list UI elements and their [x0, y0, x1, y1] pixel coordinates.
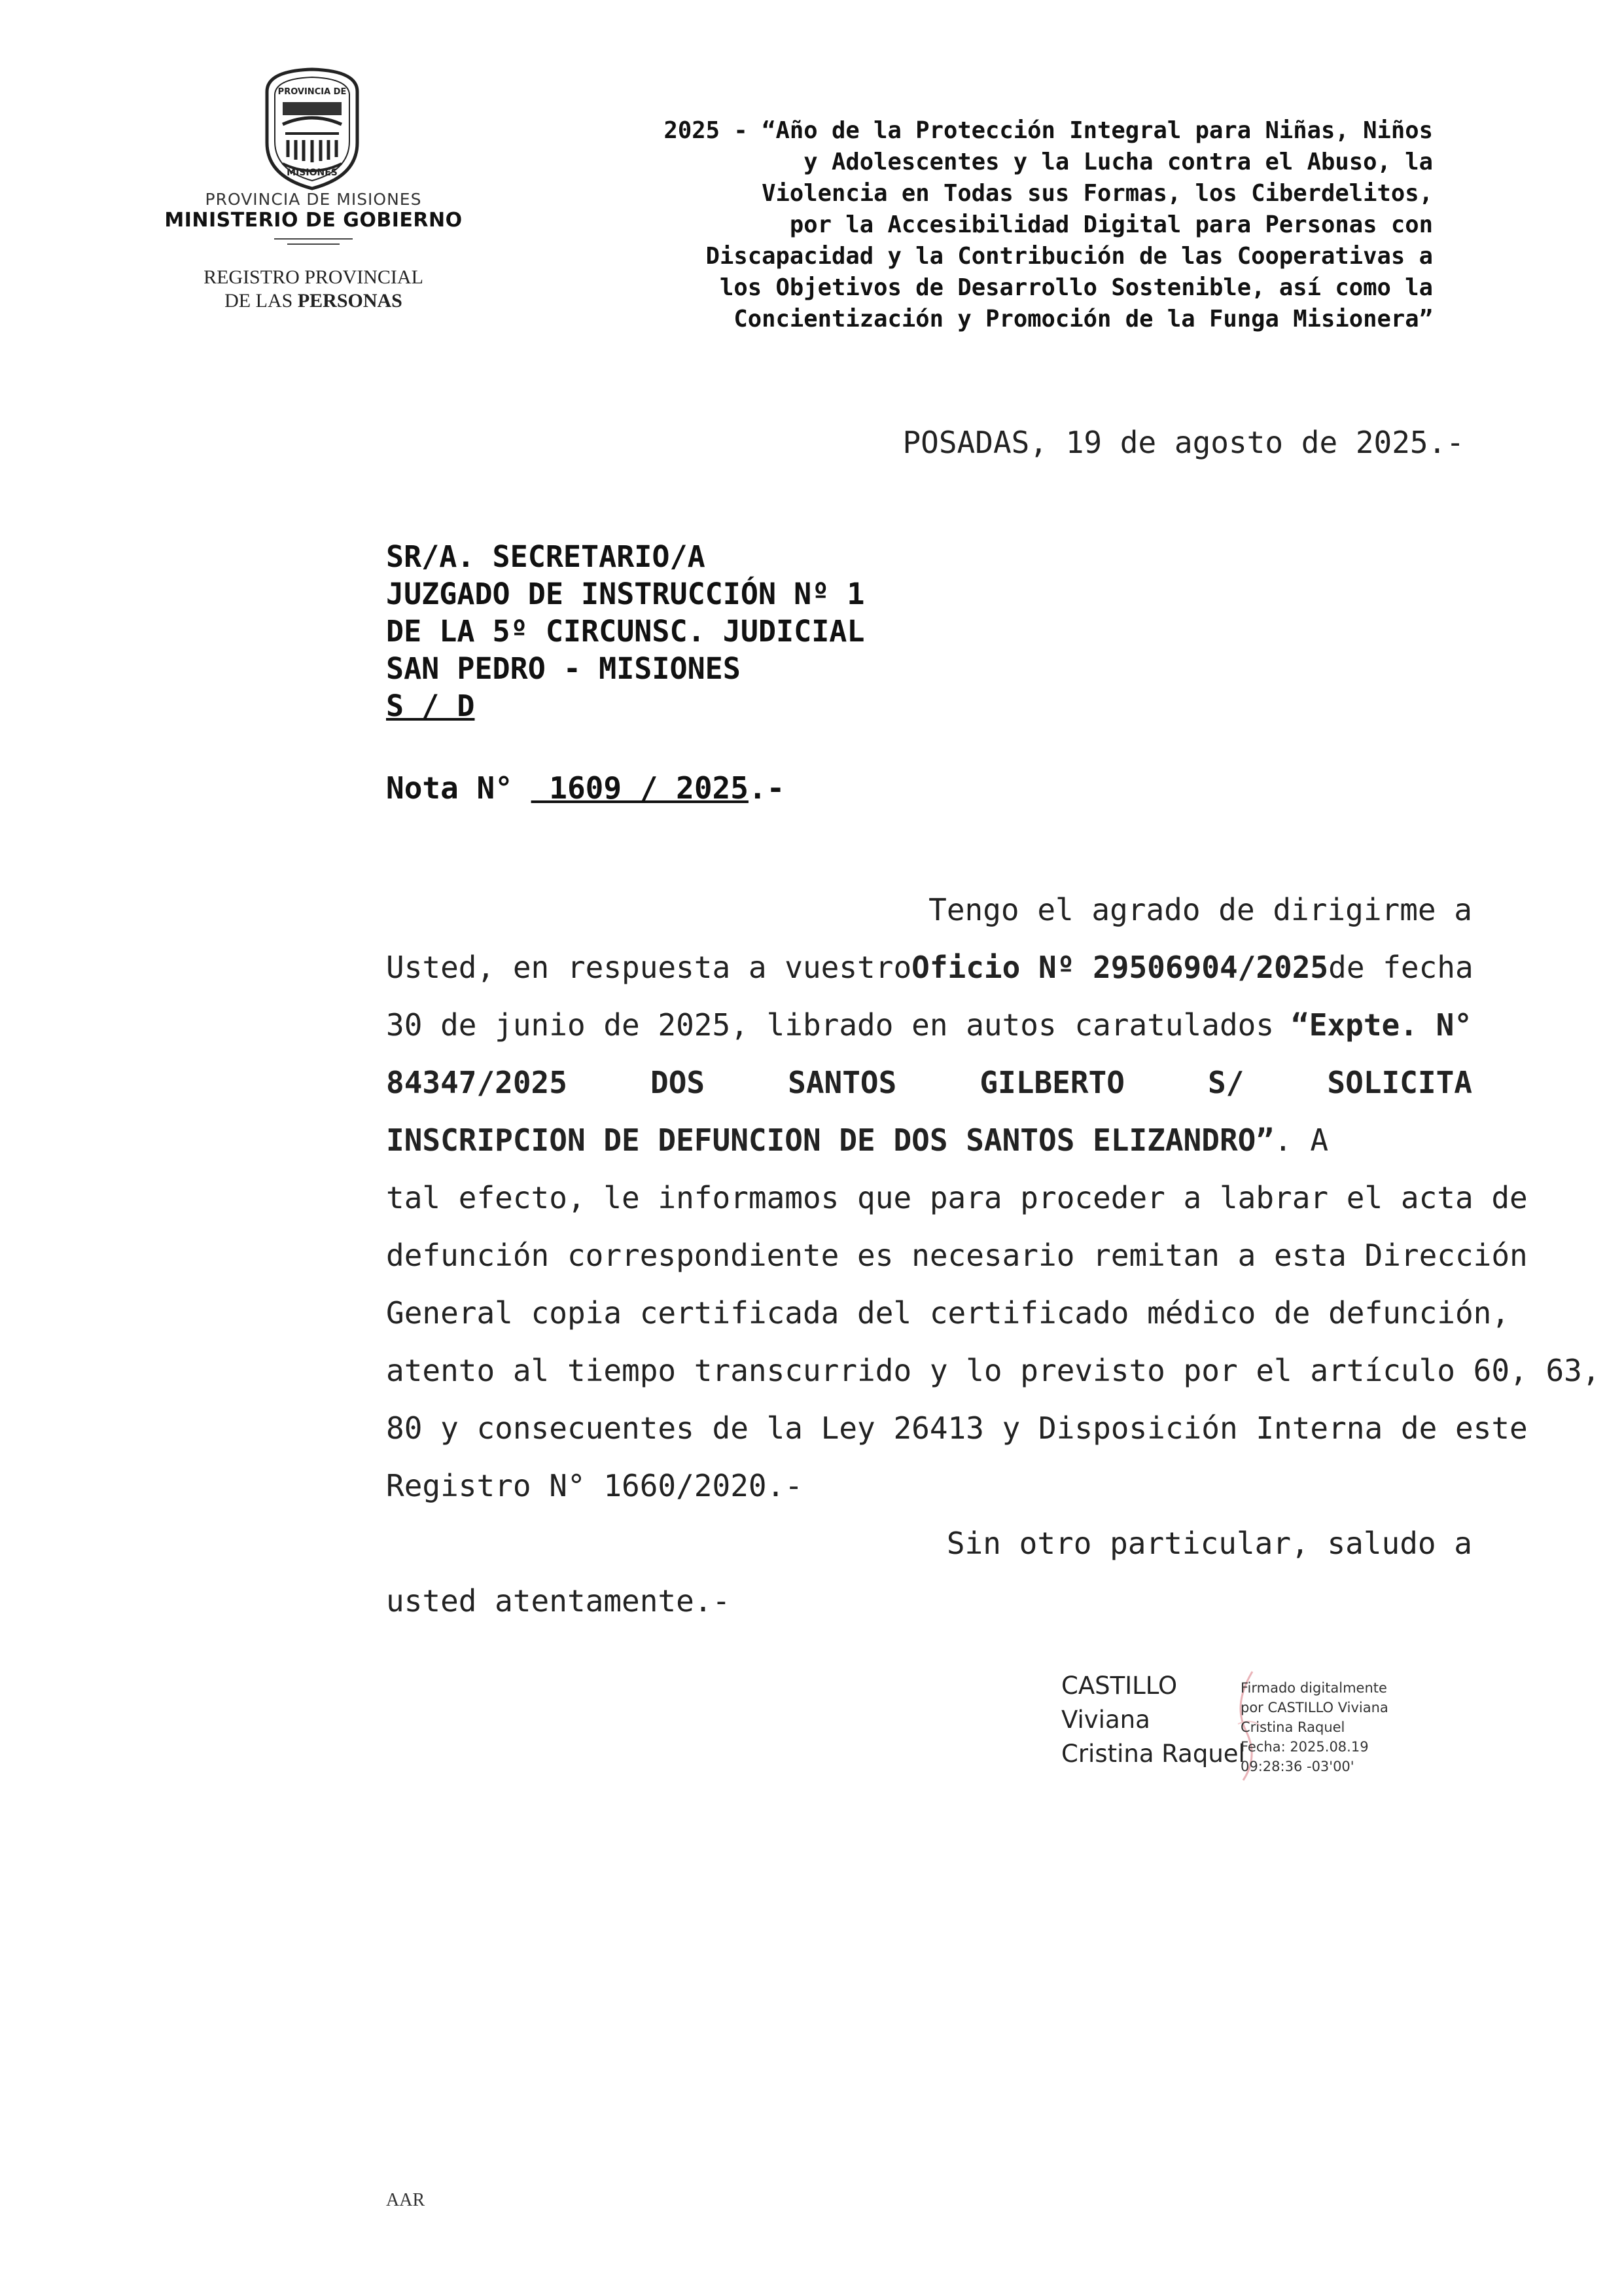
body-text-span: de fecha [1328, 950, 1474, 985]
signer-name-line2: Viviana [1061, 1706, 1150, 1734]
body-line [386, 881, 1472, 939]
case-word: 84347/2025 [386, 1065, 567, 1100]
note-suffix: .- [748, 770, 785, 806]
province-name: PROVINCIA DE MISIONES [205, 190, 422, 209]
body-line [386, 1399, 1528, 1457]
footer-initials: AAR [386, 2190, 425, 2210]
signer-name-line1: CASTILLO [1061, 1672, 1178, 1700]
body-line [386, 1227, 1528, 1284]
registry-name [166, 266, 461, 313]
addressee-line4: SAN PEDRO - MISIONES [386, 651, 741, 686]
body-line [386, 1111, 1472, 1169]
note-number: 1609 / 2025 [531, 770, 749, 806]
registry-line1: REGISTRO PROVINCIAL [203, 266, 423, 288]
letter-body [386, 881, 1600, 1630]
case-reference-end: INSCRIPCION DE DEFUNCION DE DOS SANTOS ELIZANDRO” [386, 1122, 1275, 1158]
seal-text-bottom: MISIONES [287, 168, 338, 178]
addressee-line3: DE LA 5º CIRCUNSC. JUDICIAL [386, 614, 865, 649]
body-text-span: Registro N° 1660/2020.- [386, 1468, 803, 1503]
registry-line2-bold: PERSONAS [297, 290, 402, 312]
note-reference [386, 770, 785, 806]
body-line [386, 996, 1472, 1054]
signature-detail-line: Cristina Raquel [1241, 1719, 1345, 1735]
note-label: Nota N° [386, 770, 513, 806]
registry-line2-prefix: DE LAS [224, 290, 293, 312]
body-line [386, 1457, 1472, 1515]
case-word: S/ [1207, 1065, 1244, 1100]
body-text-span: defunción correspondiente es necesario remitan a esta Dirección [386, 1238, 1528, 1273]
registry-line2 [166, 289, 461, 313]
year-motto: 2025 - “Año de la Protección Integral para Niñas, Niños y Adolescentes y la Lucha contra el Abuso, la Violencia en Todas sus Formas, los Ciberdelitos, por la Accesibilidad Digital para Personas con Discapacidad y la Contribución de las Cooperativas a los Objetivos de Desarrollo Sostenible, así como la Concientización y Promoción de la Funga Misionera” [663, 117, 1433, 332]
body-text-span: . A [1274, 1122, 1329, 1158]
body-line [386, 1572, 1472, 1630]
body-line [386, 1169, 1528, 1227]
case-word: GILBERTO [980, 1065, 1125, 1100]
body-line [386, 1342, 1600, 1399]
ministry-header [160, 190, 467, 245]
signature-detail-line: por CASTILLO Viviana [1241, 1700, 1388, 1715]
case-word: SANTOS [788, 1065, 897, 1100]
oficio-reference: Oficio Nº 29506904/2025 [911, 950, 1329, 985]
case-word: SOLICITA [1327, 1065, 1472, 1100]
body-line [386, 939, 1472, 996]
body-text-span: Tengo el agrado de dirigirme a [928, 892, 1472, 927]
header-divider-short [287, 243, 340, 245]
body-text-span: Usted, en respuesta a vuestro [386, 950, 912, 985]
addressee-line2: JUZGADO DE INSTRUCCIÓN Nº 1 [386, 577, 865, 611]
body-line [386, 1515, 1472, 1572]
case-reference-start: “Expte. N° [1291, 1007, 1472, 1043]
body-text-span: General copia certificada del certificado médico de defunción, [386, 1295, 1510, 1331]
seal-text-top: PROVINCIA DE [277, 87, 347, 97]
case-word: DOS [650, 1065, 705, 1100]
closing-text: usted atentamente.- [386, 1583, 731, 1619]
ministry-name: MINISTERIO DE GOBIERNO [164, 209, 463, 232]
closing-text: Sin otro particular, saludo a [946, 1526, 1472, 1561]
place-date: POSADAS, 19 de agosto de 2025.- [902, 425, 1464, 460]
addressee-line1: SR/A. SECRETARIO/A [386, 539, 705, 574]
digital-signature [1061, 1665, 1428, 1783]
body-text-span: atento al tiempo transcurrido y lo previsto por el artículo 60, 63, [386, 1353, 1600, 1388]
body-text-span: 80 y consecuentes de la Ley 26413 y Disposición Interna de este [386, 1410, 1528, 1446]
signature-detail-line: Fecha: 2025.08.19 [1241, 1739, 1369, 1755]
addressee-block [386, 538, 865, 725]
addressee-sd-line: S / D [386, 689, 475, 723]
coat-of-arms-seal [254, 65, 370, 191]
signature-detail-line: Firmado digitalmente [1241, 1680, 1387, 1696]
body-line [386, 1284, 1510, 1342]
body-text-span: tal efecto, le informamos que para proceder a labrar el acta de [386, 1180, 1528, 1215]
body-line [386, 1054, 1472, 1111]
header-divider [274, 238, 353, 240]
signature-detail-line: 09:28:36 -03'00' [1241, 1759, 1354, 1774]
body-text-span: 30 de junio de 2025, librado en autos caratulados [386, 1007, 1275, 1043]
signer-name-line3: Cristina Raquel [1061, 1740, 1245, 1768]
signer-name [1061, 1669, 1245, 1771]
signature-details [1241, 1678, 1388, 1776]
